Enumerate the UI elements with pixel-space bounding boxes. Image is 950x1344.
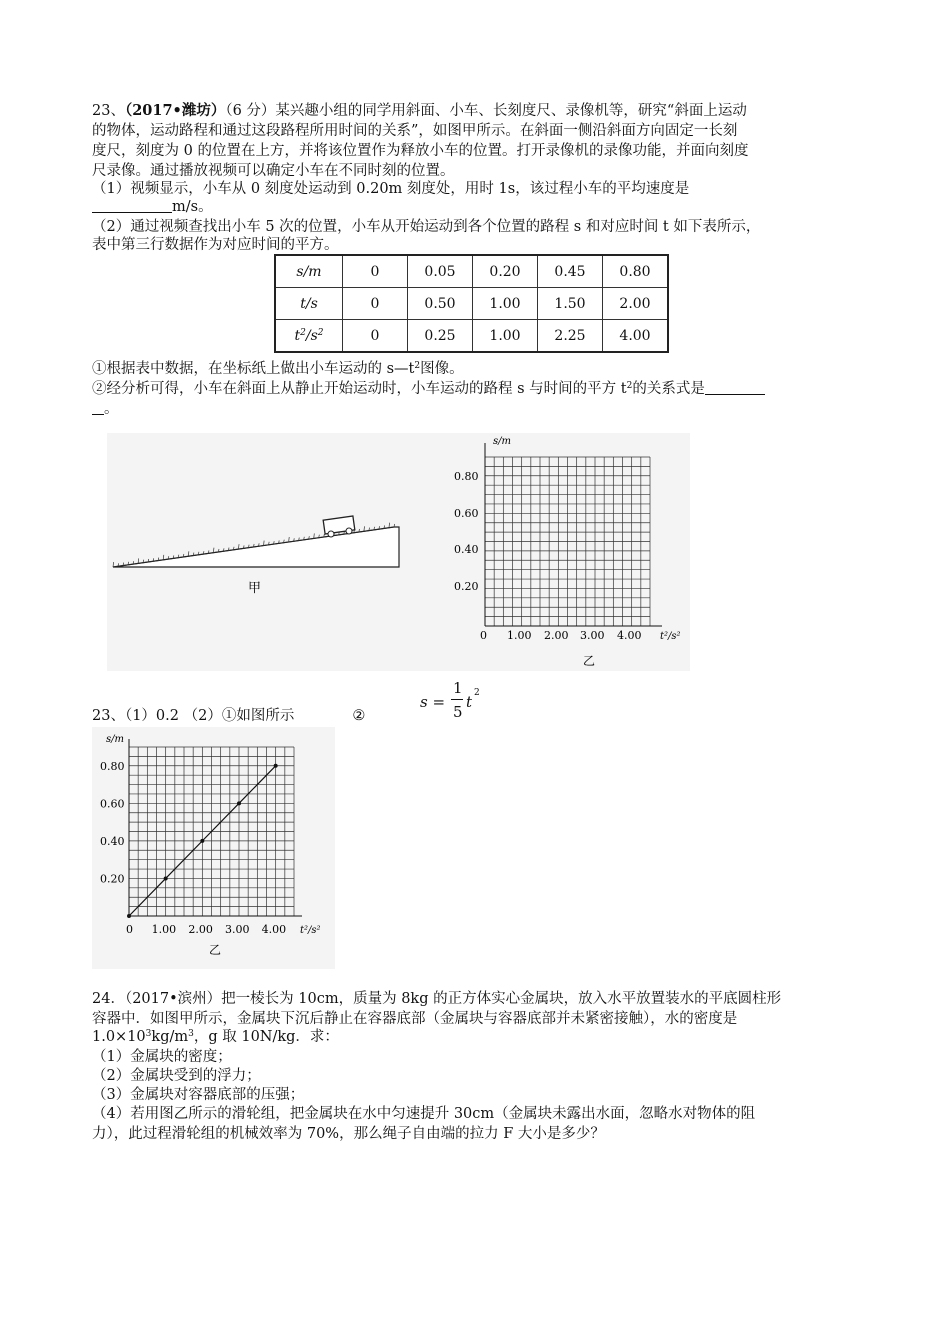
q24-line3: $1.0\times 10^3kg/m^3$，g 取 10N/kg．求：	[92, 1029, 339, 1045]
x-tick-label: 0	[126, 923, 133, 936]
data-point	[127, 914, 131, 918]
q23-line1: 23、（2017•潍坊）（6 分）某兴趣小组的同学用斜面、小车、长刻度尺、录像机等，研究“斜面上运动	[92, 102, 747, 119]
document-page: 23、（2017•潍坊）（6 分）某兴趣小组的同学用斜面、小车、长刻度尺、录像机等，研究“斜面上运动 的物体，运动路程和通过这段路程所用时间的关系”，如图甲所示。在斜面一侧沿斜面方向固定一长刻 度尺，刻度为 0 的位置在上方，并将该位置作为释放小车的位置。打开录像机的录像功能，并面向刻度 尺录像。通过播放视频可以确定小车在不同时刻的位置。 （1）视频显示，小车从 0 刻度处运动到 0.20m 刻度处，用时 1s，该过程小车的平均速度是 m/s。 （2）通过视频查找出小车 5 次的位置，小车从开始运动到各个位置的路程 s 和对应时间 t 如下表所示， 表中第三行数据作为对应时间的平方。 s/m 0 0.05 0.20 0.45 0.80 t/s 0 0.50 1.00 1.50 2.00 $t^2/s^2$ 0 0.25 1.00 2.25 4.00 ①根据表中数据，在坐标纸上做出小车运动的 $s—t^2$图像。 ②经分析可得，小车在斜面上从静止开始运动时，小车运动的路程 s 与时间的平方 $t^2$的关系式是 。 甲 s/m 0.80 0.60 0.40 0.20 0 1.00 2.00 3.00 4.00 t²/s² 乙 23、（1）0.2 （2）①如图所示 ② s = 1 5 t 2 s/m t²/s² 乙 0.80 0.60 0.40 0.20 0 1.00 2.00 3.00 4.00 24．（2017•滨州）把一棱长为 10cm，质量为 8kg 的正方体实心金属块，放入水平放置装水的平底圆柱形 容器中．如图甲所示，金属块下沉后静止在容器底部（金属块与容器底部并未紧密接触），水的密度是 $1.0\times 10^3kg/m^3$，g 取 10N/kg．求： （1）金属块的密度； （2）金属块受到的浮力； （3）金属块对容器底部的压强； （4）若用图乙所示的滑轮组，把金属块在水中匀速提升 30cm（金属块未露出水面，忽略水对物体的阻 力），此过程滑轮组的机械效率为 70%，那么绳子自由端的拉力 F 大小是多少？	[0, 0, 950, 1344]
x-tick-label: 4.00	[261, 923, 287, 936]
q23-part2-line2: 表中第三行数据作为对应时间的平方。	[92, 237, 339, 253]
q24-line1: 24．（2017•滨州）把一棱长为 10cm，质量为 8kg 的正方体实心金属块，放入水平放置装水的平底圆柱形	[92, 991, 782, 1007]
table-row: t/s 0 0.50 1.00 1.50 2.00	[275, 288, 668, 320]
empty-graph	[454, 436, 681, 668]
q24-sub3: （3）金属块对容器底部的压强；	[92, 1087, 305, 1103]
x-tick-label: 1.00	[151, 923, 177, 936]
q23-item1: ①根据表中数据，在坐标纸上做出小车运动的 $s—t^2$图像。	[92, 361, 464, 377]
q24-sub2: （2）金属块受到的浮力；	[92, 1068, 261, 1084]
x-tick-label: 3.00	[225, 923, 250, 936]
incline-figure	[113, 516, 399, 567]
figure-svg	[107, 433, 690, 671]
answer-blank[interactable]	[92, 198, 172, 213]
y-tick-label: 0.60	[100, 797, 125, 811]
y-tick-label: 0.80	[100, 759, 125, 773]
answer-graph-panel	[92, 727, 335, 969]
fig-yi-label: 乙	[209, 943, 222, 957]
svg-text:0.40: 0.40	[454, 543, 479, 556]
data-point	[237, 801, 241, 805]
svg-text:2.00: 2.00	[544, 629, 569, 642]
y-tick-label: 0.40	[100, 834, 125, 848]
q23-line3: 度尺，刻度为 0 的位置在上方，并将该位置作为释放小车的位置。打开录像机的录像功能，并面向刻度	[92, 143, 749, 159]
figure-panel	[107, 433, 690, 671]
table-row: $t^2/s^2$ 0 0.25 1.00 2.25 4.00	[275, 320, 668, 353]
svg-text:1.00: 1.00	[507, 629, 532, 642]
y-tick-label: 0.20	[100, 872, 125, 886]
q24-sub4-line1: （4）若用图乙所示的滑轮组，把金属块在水中匀速提升 30cm（金属块未露出水面，忽略水对物体的阻	[92, 1106, 756, 1122]
data-point	[200, 839, 204, 843]
svg-text:0: 0	[480, 629, 487, 642]
data-table	[274, 254, 669, 353]
q24-sub1: （1）金属块的密度；	[92, 1049, 232, 1065]
svg-text:0.60: 0.60	[454, 507, 479, 520]
answer-chart	[92, 727, 335, 969]
q23-line2: 的物体，运动路程和通过这段路程所用时间的关系”，如图甲所示。在斜面一侧沿斜面方向固定一长刻	[92, 123, 738, 139]
x-tick-label: 2.00	[188, 923, 213, 936]
data-point	[164, 876, 168, 880]
answer-blank[interactable]	[705, 380, 765, 395]
svg-text:s/m: s/m	[493, 436, 511, 447]
q23-source: （2017•潍坊）	[124, 102, 226, 119]
answer23-line: 23、（1）0.2 （2）①如图所示 ②	[92, 708, 366, 724]
y-axis-label: s/m	[106, 734, 124, 745]
q23-item2-tail: 。	[92, 399, 860, 420]
q23-part2-line1: （2）通过视频查找出小车 5 次的位置，小车从开始运动到各个位置的路程 s 和对应时间 t 如下表所示，	[92, 219, 761, 235]
svg-text:0.20: 0.20	[454, 580, 479, 593]
fig-yi-label: 乙	[583, 654, 596, 668]
svg-text:3.00: 3.00	[580, 629, 605, 642]
q23-part1-answer-line: m/s。	[92, 197, 860, 218]
q23-line4: 尺录像。通过播放视频可以确定小车在不同时刻的位置。	[92, 163, 455, 179]
q24-sub4-line2: 力），此过程滑轮组的机械效率为 70%，那么绳子自由端的拉力 F 大小是多少？	[92, 1126, 605, 1142]
data-point	[274, 764, 278, 768]
x-axis-label: t²/s²	[300, 925, 321, 936]
q23-item2: ②经分析可得，小车在斜面上从静止开始运动时，小车运动的路程 s 与时间的平方 $t^2$的关系式是	[92, 379, 860, 400]
svg-text:4.00: 4.00	[617, 629, 642, 642]
q24-line2: 容器中．如图甲所示，金属块下沉后静止在容器底部（金属块与容器底部并未紧密接触），水的密度是	[92, 1011, 738, 1027]
table-row: s/m 0 0.05 0.20 0.45 0.80	[275, 255, 668, 288]
svg-text:0.80: 0.80	[454, 470, 479, 483]
fig-jia-label: 甲	[248, 581, 262, 596]
q23-part1: （1）视频显示，小车从 0 刻度处运动到 0.20m 刻度处，用时 1s，该过程小车的平均速度是	[92, 181, 690, 197]
svg-text:t²/s²: t²/s²	[660, 631, 681, 642]
